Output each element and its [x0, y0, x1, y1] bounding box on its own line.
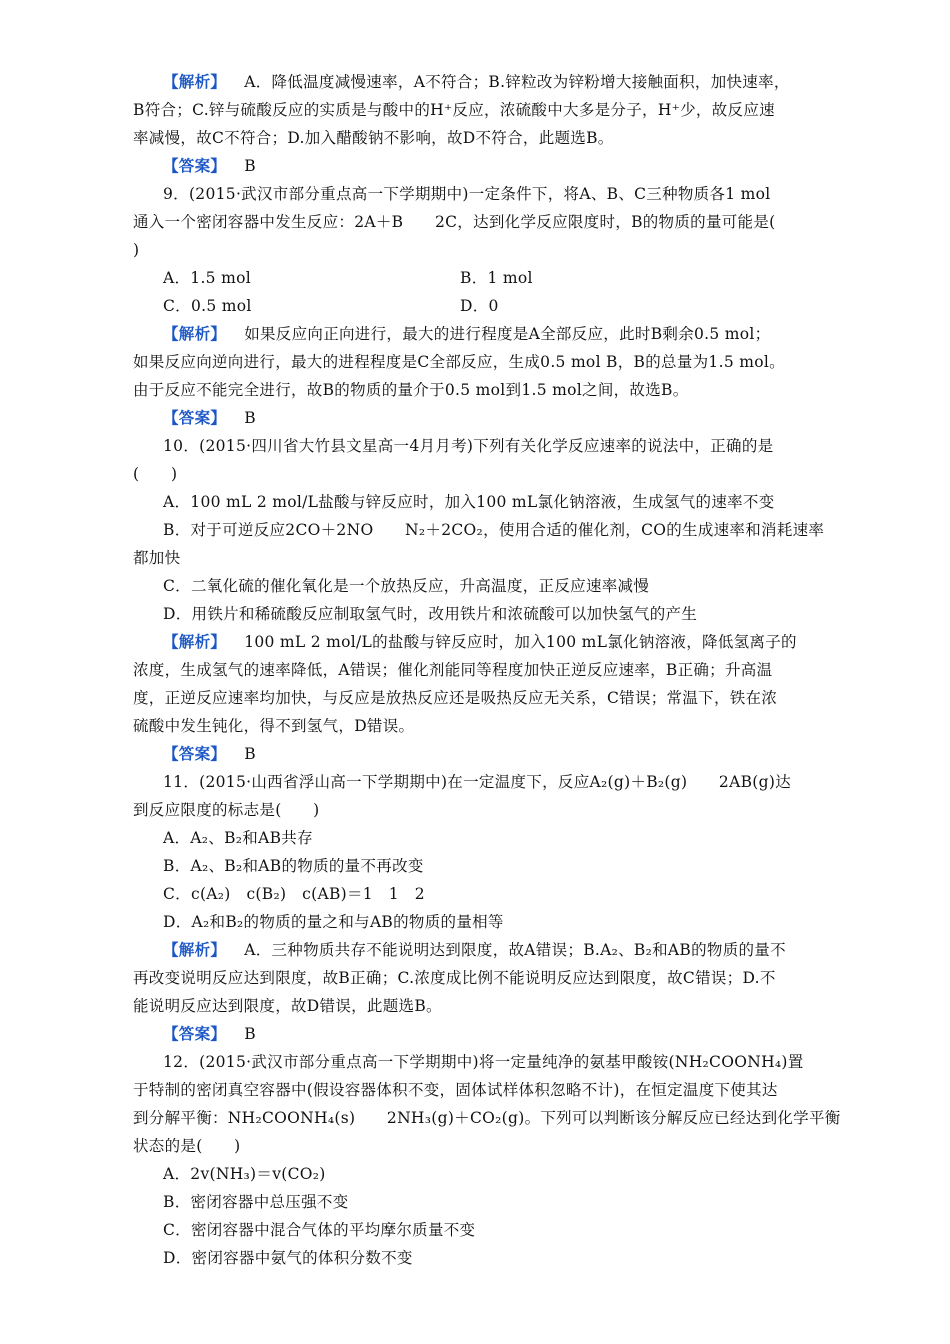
q9-analysis-line: 【解析】 如果反应向正向进行，最大的进行程度是A全部反应，此时B剩余0.5 mol；: [163, 324, 771, 343]
q10-analysis-line: 硫酸中发生钝化，得不到氢气，D错误。: [133, 717, 415, 735]
q9-option-d: D．0: [460, 297, 499, 315]
q11-option-a: A．A₂、B₂和AB共存: [163, 829, 313, 847]
q10-stem-line: 10．(2015·四川省大竹县文星高一4月月考)下列有关化学反应速率的说法中，正确的是: [163, 437, 774, 455]
q10-option-d: D．用铁片和稀硫酸反应制取氢气时，改用铁片和浓硫酸可以加快氢气的产生: [163, 605, 698, 623]
q12-stem-line: 12．(2015·武汉市部分重点高一下学期期中)将一定量纯净的氨基甲酸铵(NH₂COONH₄)置: [163, 1053, 804, 1071]
analysis-tag: 【解析】: [163, 324, 227, 343]
q11-option-c: C．c(A₂) c(B₂) c(AB)＝1 1 2: [163, 885, 425, 903]
q10-option-b-cont: 都加快: [133, 549, 181, 567]
q11-stem-line: 到反应限度的标志是( ): [133, 801, 320, 819]
q9-stem-line: 通入一个密闭容器中发生反应：2A＋B 2C，达到化学反应限度时，B的物质的量可能是(: [133, 213, 776, 231]
q12-option-a: A．2v(NH₃)＝v(CO₂): [163, 1165, 326, 1183]
q12-option-c: C．密闭容器中混合气体的平均摩尔质量不变: [163, 1221, 476, 1239]
q11-option-b: B．A₂、B₂和AB的物质的量不再改变: [163, 857, 424, 875]
q9-answer: 【答案】 B: [163, 408, 256, 427]
q8-answer: 【答案】 B: [163, 156, 256, 175]
q9-option-c: C．0.5 mol: [163, 297, 252, 315]
q12-stem-line: 到分解平衡：NH₂COONH₄(s) 2NH₃(g)＋CO₂(g)。下列可以判断该分解反应已经达到化学平衡: [133, 1109, 841, 1127]
q9-analysis-line: 由于反应不能完全进行，故B的物质的量介于0.5 mol到1.5 mol之间，故选B。: [133, 381, 689, 399]
answer-tag: 【答案】: [163, 1024, 227, 1043]
q11-stem-line: 11．(2015·山西省浮山高一下学期期中)在一定温度下，反应A₂(g)＋B₂(g) 2AB(g)达: [163, 773, 791, 791]
q9-options-row: [163, 268, 853, 288]
q11-answer: 【答案】 B: [163, 1024, 256, 1043]
q12-stem-line: 于特制的密闭真空容器中(假设容器体积不变，固体试样体积忽略不计)，在恒定温度下使其达: [133, 1081, 778, 1099]
q10-option-a: A．100 mL 2 mol/L盐酸与锌反应时，加入100 mL氯化钠溶液，生成氢气的速率不变: [163, 493, 775, 511]
q11-analysis-line: 【解析】 A．三种物质共存不能说明达到限度，故A错误；B.A₂、B₂和AB的物质的量不: [163, 940, 786, 959]
q12-option-d: D．密闭容器中氨气的体积分数不变: [163, 1249, 413, 1267]
analysis-tag: 【解析】: [163, 72, 227, 91]
q9-analysis-line: 如果反应向逆向进行，最大的进程程度是C全部反应，生成0.5 mol B，B的总量为1.5 mol。: [133, 353, 785, 371]
q10-analysis-line: 【解析】 100 mL 2 mol/L的盐酸与锌反应时，加入100 mL氯化钠溶液，降低氢离子的: [163, 632, 797, 651]
q11-analysis-line: 能说明反应达到限度，故D错误，此题选B。: [133, 997, 442, 1015]
answer-tag: 【答案】: [163, 408, 227, 427]
q11-analysis-line: 再改变说明反应达到限度，故B正确；C.浓度成比例不能说明反应达到限度，故C错误；D.不: [133, 969, 776, 987]
q12-option-b: B．密闭容器中总压强不变: [163, 1193, 349, 1211]
answer-tag: 【答案】: [163, 744, 227, 763]
q9-stem-line: 9．(2015·武汉市部分重点高一下学期期中)一定条件下，将A、B、C三种物质各1 mol: [163, 185, 771, 203]
q10-option-c: C．二氧化硫的催化氧化是一个放热反应，升高温度，正反应速率减慢: [163, 577, 650, 595]
q8-analysis-line: 【解析】 A．降低温度减慢速率，A不符合；B.锌粒改为锌粉增大接触面积，加快速率，: [163, 72, 790, 91]
q10-analysis-line: 浓度，生成氢气的速率降低，A错误；催化剂能同等程度加快正逆反应速率，B正确；升高温: [133, 661, 773, 679]
q10-option-b: B．对于可逆反应2CO＋2NO N₂＋2CO₂，使用合适的催化剂，CO的生成速率和消耗速率: [163, 521, 825, 539]
q9-stem-line: ): [133, 241, 140, 259]
q8-analysis-line: 率减慢，故C不符合；D.加入醋酸钠不影响，故D不符合，此题选B。: [133, 129, 614, 147]
q8-analysis-line: B符合；C.锌与硫酸反应的实质是与酸中的H⁺反应，浓硫酸中大多是分子，H⁺少，故反应速: [133, 101, 775, 119]
analysis-tag: 【解析】: [163, 632, 227, 651]
q10-stem-line: ( ): [133, 465, 178, 483]
q12-stem-line: 状态的是( ): [133, 1137, 241, 1155]
answer-tag: 【答案】: [163, 156, 227, 175]
q9-options-row: [163, 296, 853, 316]
q10-analysis-line: 度，正逆反应速率均加快，与反应是放热反应还是吸热反应无关系，C错误；常温下，铁在浓: [133, 689, 778, 707]
analysis-tag: 【解析】: [163, 940, 227, 959]
q11-option-d: D．A₂和B₂的物质的量之和与AB的物质的量相等: [163, 913, 504, 931]
q10-answer: 【答案】 B: [163, 744, 256, 763]
q9-option-a: A．1.5 mol: [163, 269, 251, 287]
q9-option-b: B．1 mol: [460, 269, 533, 287]
